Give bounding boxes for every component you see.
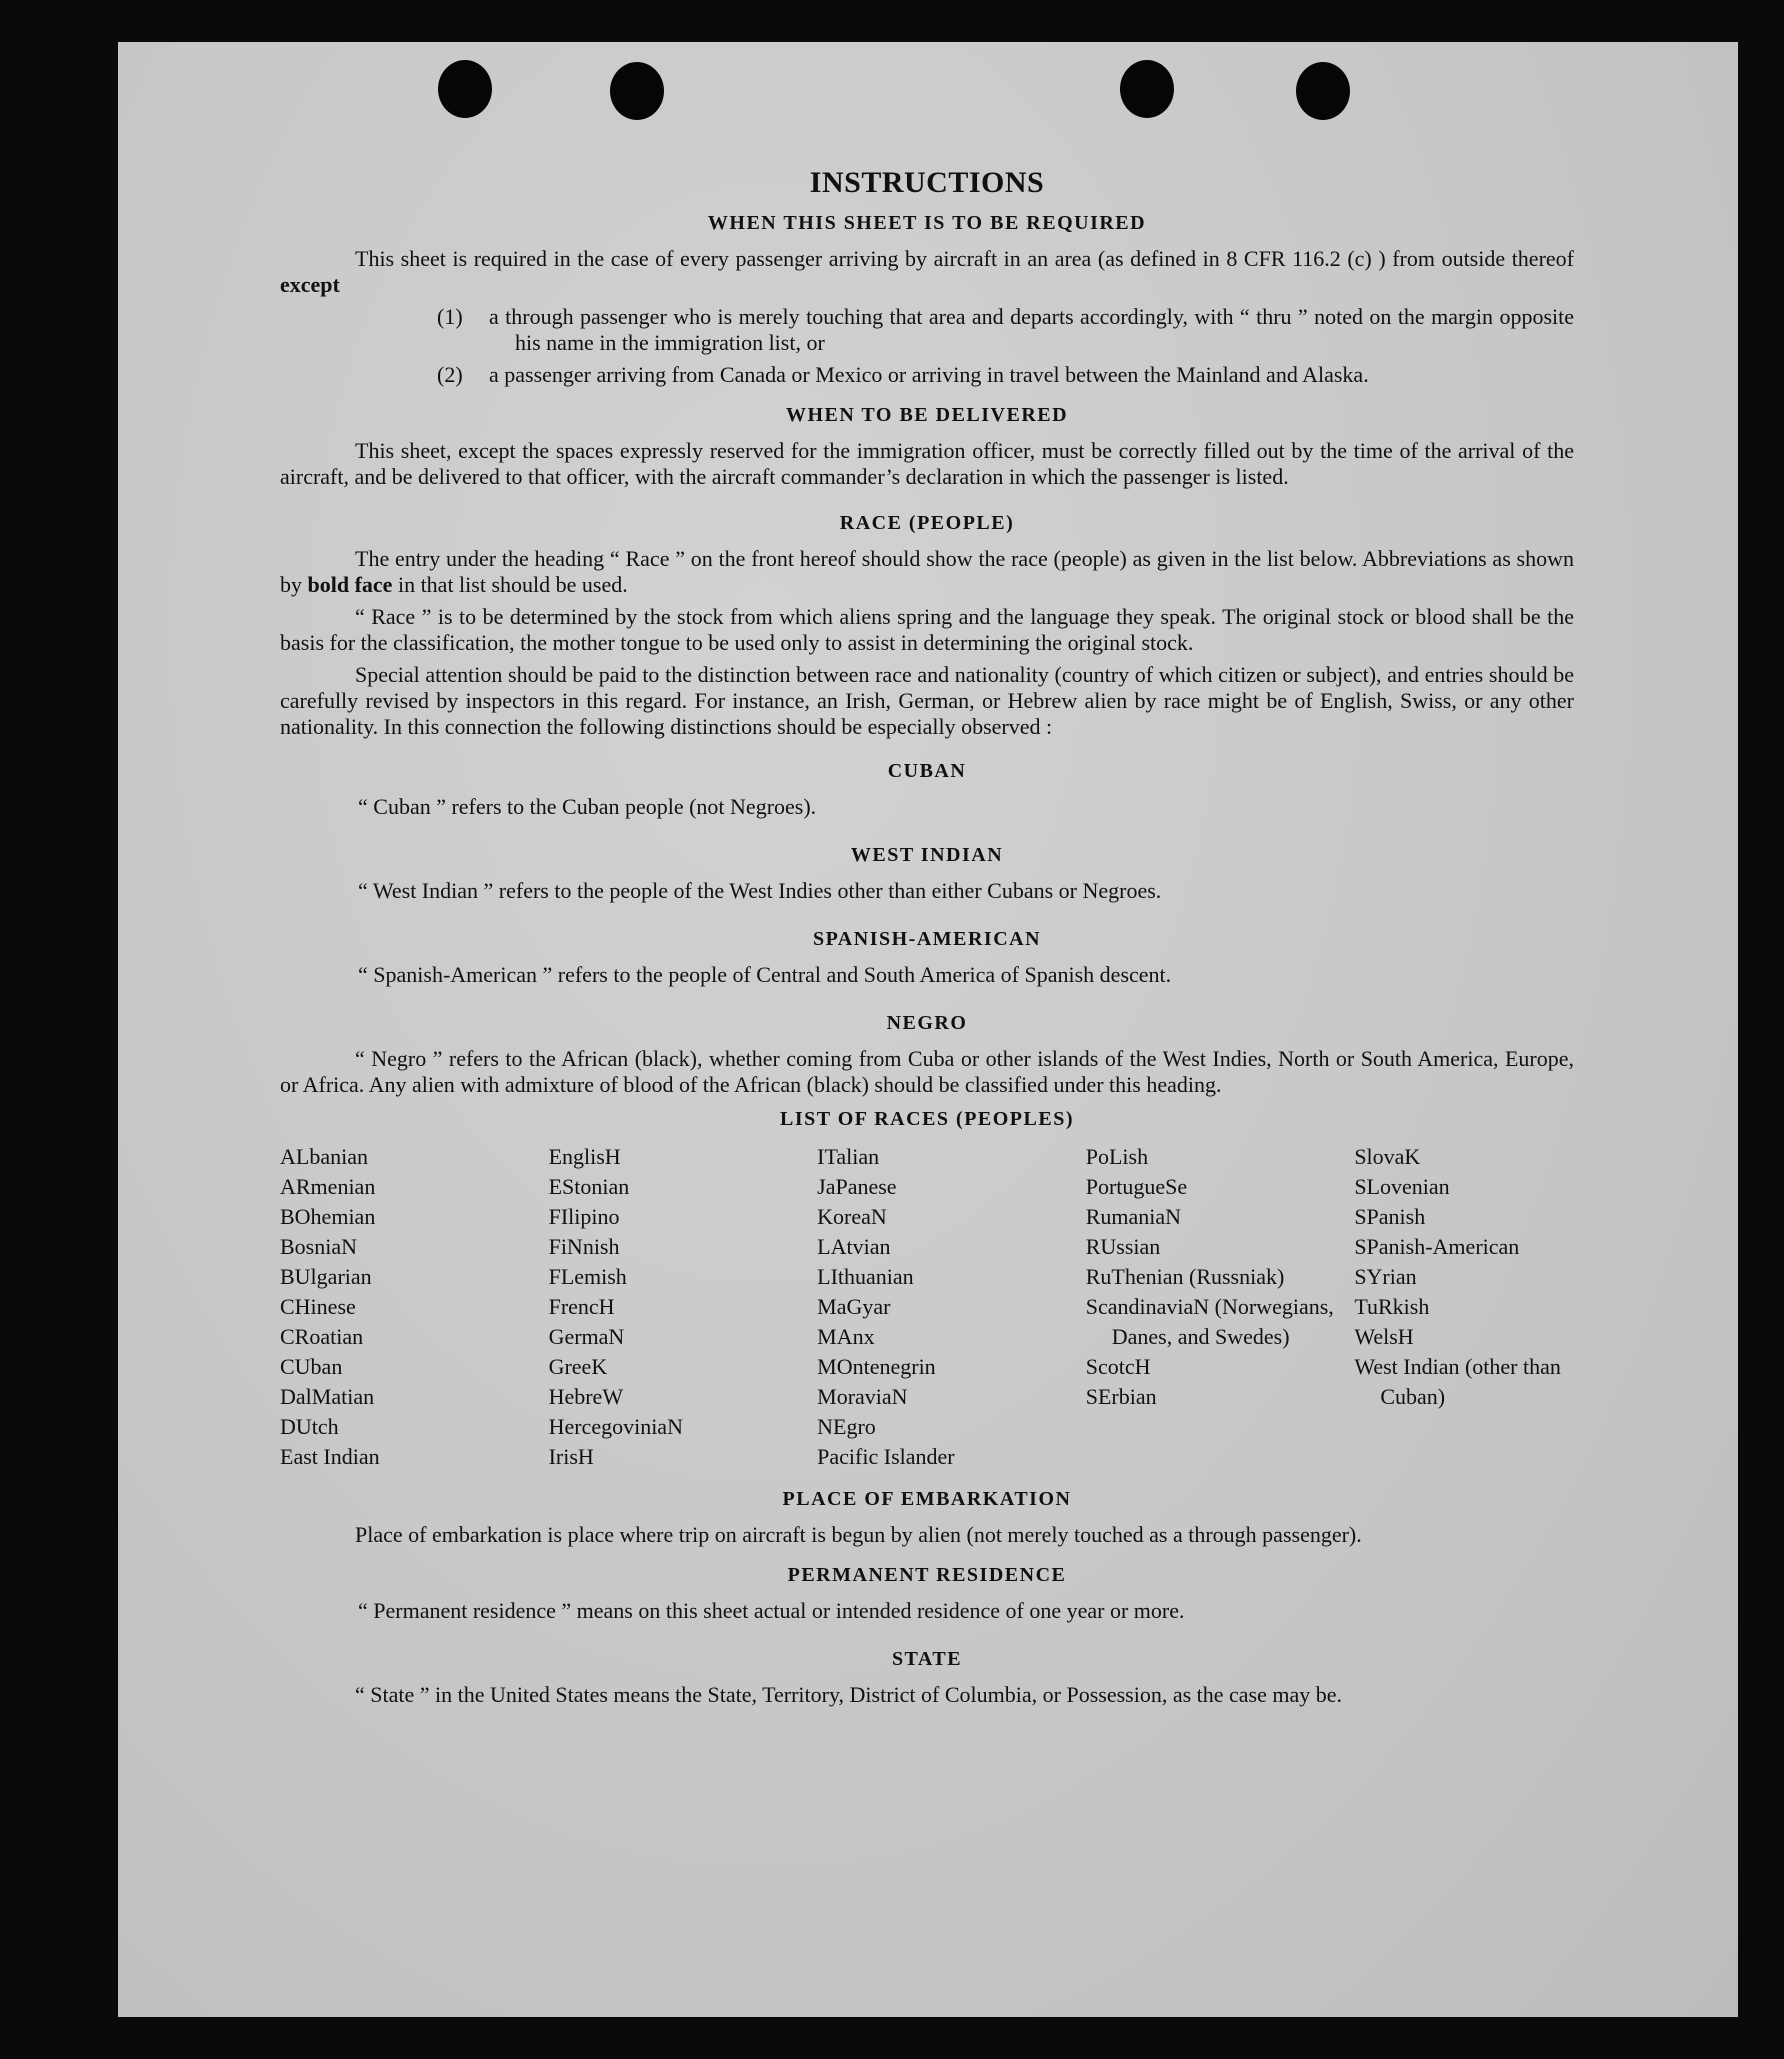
race-entry: JaPanese xyxy=(817,1174,897,1199)
race-entry: DUtch xyxy=(280,1414,339,1439)
page-title: INSTRUCTIONS xyxy=(809,166,1045,199)
race-entry: RumaniaN xyxy=(1085,1204,1182,1229)
heading-west-indian: WEST INDIAN xyxy=(850,844,1004,866)
race-entry: West Indian (other than Cuban) xyxy=(1354,1354,1561,1409)
heading-cuban: CUBAN xyxy=(887,760,967,782)
race-entry: HebreW xyxy=(548,1384,624,1409)
race-entry: BUlgarian xyxy=(280,1264,372,1289)
race-entry: MOntenegrin xyxy=(817,1354,936,1379)
race-entry: FiNnish xyxy=(548,1234,620,1259)
race-entry: ARmenian xyxy=(280,1174,376,1199)
heading-race: RACE (PEOPLE) xyxy=(839,512,1015,534)
race-entry: WelsH xyxy=(1354,1324,1414,1349)
race-entry: SlovaK xyxy=(1354,1144,1421,1169)
race-entry: HercegoviniaN xyxy=(548,1414,683,1439)
race-entry: GermaN xyxy=(548,1324,625,1349)
races-column xyxy=(1354,1142,1574,1472)
race-entry: BosniaN xyxy=(280,1234,357,1259)
punch-hole xyxy=(1296,62,1350,120)
heading-when-delivered: WHEN TO BE DELIVERED xyxy=(785,404,1069,426)
race-entry: ALbanian xyxy=(280,1144,368,1169)
race-entry: EnglisH xyxy=(548,1144,621,1169)
paragraph-embarkation: Place of embarkation is place where trip on aircraft is begun by alien (not merely touched as a through passenger). xyxy=(355,1522,1362,1547)
heading-permanent-residence: PERMANENT RESIDENCE xyxy=(787,1564,1067,1586)
paragraph-race-3: Special attention should be paid to the distinction between race and nationality (country of which citizen or subject), and entries should be carefully revised by inspectors in this regard. For instance, an Irish, German, or Hebrew alien by race might be of English, Swiss, or any other nationality. In this connection the following distinctions should be especially observed : xyxy=(280,662,1574,739)
race-entry: TuRkish xyxy=(1354,1294,1430,1319)
list-item: (1) a through passenger who is merely touching that area and departs accordingly, with “ thru ” noted on the margin opposite his name in the immigration list, or xyxy=(437,304,1574,355)
instructions-content xyxy=(280,166,1574,1714)
race-entry: SLovenian xyxy=(1354,1174,1450,1199)
heading-embarkation: PLACE OF EMBARKATION xyxy=(782,1488,1072,1510)
race-entry: EStonian xyxy=(548,1174,630,1199)
race-entry: PortugueSe xyxy=(1085,1174,1188,1199)
definition-permanent-residence: “ Permanent residence ” means on this sheet actual or intended residence of one year or more. xyxy=(358,1598,1185,1623)
race-entry: Pacific Islander xyxy=(817,1444,955,1469)
race-entry: SPanish xyxy=(1354,1204,1426,1229)
race-entry: IrisH xyxy=(548,1444,594,1469)
race-entry: SErbian xyxy=(1085,1384,1157,1409)
definition-west-indian: “ West Indian ” refers to the people of the West Indies other than either Cubans or Negroes. xyxy=(358,878,1162,903)
races-column xyxy=(1086,1142,1355,1472)
race-entry: RuThenian (Russniak) xyxy=(1085,1264,1285,1289)
punch-hole xyxy=(1120,60,1174,118)
race-entry: MAnx xyxy=(817,1324,875,1349)
race-entry: NEgro xyxy=(817,1414,876,1439)
race-entry: GreeK xyxy=(548,1354,608,1379)
race-entry: CUban xyxy=(280,1354,343,1379)
race-entry: FLemish xyxy=(548,1264,627,1289)
definition-state: “ State ” in the United States means the State, Territory, District of Columbia, or Possession, as the case may be. xyxy=(355,1682,1343,1707)
heading-spanish-american: SPANISH-AMERICAN xyxy=(812,928,1042,950)
race-entry: MoraviaN xyxy=(817,1384,908,1409)
race-entry: MaGyar xyxy=(817,1294,891,1319)
race-entry: PoLish xyxy=(1085,1144,1149,1169)
heading-negro: NEGRO xyxy=(886,1012,968,1034)
race-entry: LAtvian xyxy=(817,1234,891,1259)
race-entry: SYrian xyxy=(1354,1264,1417,1289)
races-table xyxy=(280,1142,1574,1472)
definition-negro: “ Negro ” refers to the African (black), whether coming from Cuba or other islands of the West Indies, North or South America, Europe, or Africa. Any alien with admixture of blood of the African (black) should be classified under this heading. xyxy=(280,1046,1574,1097)
race-entry: ScotcH xyxy=(1085,1354,1151,1379)
race-entry: CRoatian xyxy=(280,1324,364,1349)
race-entry: DalMatian xyxy=(280,1384,375,1409)
race-entry: SPanish-American xyxy=(1354,1234,1520,1259)
heading-state: STATE xyxy=(891,1648,963,1670)
punch-hole xyxy=(438,60,492,118)
paragraph-when-delivered: This sheet, except the spaces expressly reserved for the immigration officer, must be correctly filled out by the time of the arrival of the aircraft, and be delivered to that officer, with the aircraft commander’s declaration in which the passenger is listed. xyxy=(280,438,1574,489)
paragraph-when-required: This sheet is required in the case of every passenger arriving by aircraft in an area (as defined in 8 CFR 116.2 (c) ) from outside thereof except xyxy=(280,246,1574,297)
race-entry: FrencH xyxy=(548,1294,615,1319)
list-item: (2) a passenger arriving from Canada or Mexico or arriving in travel between the Mainland and Alaska. xyxy=(437,362,1369,387)
definition-cuban: “ Cuban ” refers to the Cuban people (not Negroes). xyxy=(358,794,817,819)
punch-hole xyxy=(610,62,664,120)
heading-when-required: WHEN THIS SHEET IS TO BE REQUIRED xyxy=(707,212,1147,234)
race-entry: ITalian xyxy=(817,1144,880,1169)
race-entry: FIlipino xyxy=(548,1204,620,1229)
definition-spanish-american: “ Spanish-American ” refers to the people of Central and South America of Spanish descent. xyxy=(358,962,1172,987)
races-column xyxy=(549,1142,818,1472)
paragraph-race-1: The entry under the heading “ Race ” on the front hereof should show the race (people) as given in the list below. Abbreviations as shown by bold face in that list should be used. xyxy=(280,546,1574,597)
race-entry: LIthuanian xyxy=(817,1264,914,1289)
heading-list-of-races: LIST OF RACES (PEOPLES) xyxy=(779,1108,1074,1130)
paragraph-race-2: “ Race ” is to be determined by the stock from which aliens spring and the language they speak. The original stock or blood shall be the basis for the classification, the mother tongue to be used only to assist in determining the original stock. xyxy=(280,604,1574,655)
race-entry: KoreaN xyxy=(817,1204,887,1229)
race-entry: East Indian xyxy=(280,1444,380,1469)
races-column xyxy=(280,1142,549,1472)
race-entry: RUssian xyxy=(1085,1234,1161,1259)
race-entry: CHinese xyxy=(280,1294,356,1319)
races-column xyxy=(817,1142,1086,1472)
race-entry: BOhemian xyxy=(280,1204,376,1229)
race-entry: ScandinaviaN (Norwegians, Danes, and Swedes) xyxy=(1085,1294,1334,1349)
